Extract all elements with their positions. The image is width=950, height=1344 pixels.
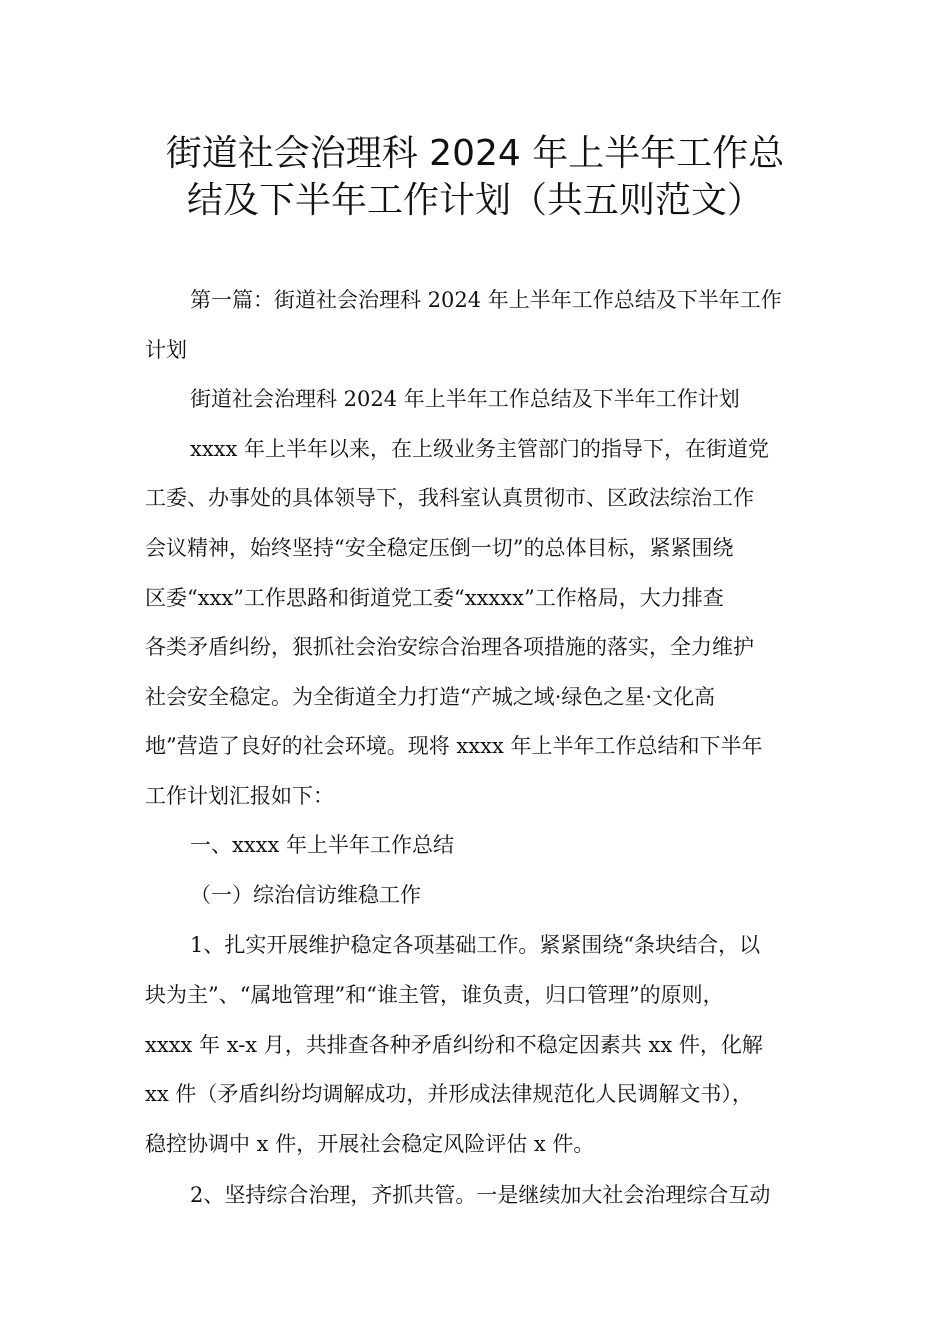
body-line: 块为主”、“属地管理”和“谁主管，谁负责，归口管理”的原则， (145, 983, 724, 1007)
section-heading: 一、xxxx 年上半年工作总结 (190, 833, 455, 857)
body-line: 区委“xxx”工作思路和街道党工委“xxxxx”工作格局，大力排查 (145, 586, 724, 610)
document-title-line-2: 结及下半年工作计划（共五则范文） (186, 180, 763, 221)
body-line: 工委、办事处的具体领导下，我科室认真贯彻市、区政法综治工作 (145, 486, 754, 510)
subsection-heading: （一）综治信访维稳工作 (190, 883, 421, 907)
body-line: 各类矛盾纠纷，狠抓社会治安综合治理各项措施的落实，全力维护 (145, 635, 754, 659)
body-line: 地”营造了良好的社会环境。现将 xxxx 年上半年工作总结和下半年 (145, 734, 763, 758)
body-line: 2、坚持综合治理，齐抓共管。一是继续加大社会治理综合互动 (190, 1183, 771, 1207)
body-line: xx 件（矛盾纠纷均调解成功，并形成法律规范化人民调解文书）， (145, 1082, 753, 1106)
body-line: 第一篇：街道社会治理科 2024 年上半年工作总结及下半年工作 (190, 288, 782, 312)
body-line: 会议精神，始终坚持“安全稳定压倒一切”的总体目标，紧紧围绕 (145, 536, 734, 560)
body-line: 街道社会治理科 2024 年上半年工作总结及下半年工作计划 (190, 387, 740, 411)
document-title-line-1: 街道社会治理科 2024 年上半年工作总 (165, 133, 785, 174)
body-line: 稳控协调中 x 件，开展社会稳定风险评估 x 件。 (145, 1132, 595, 1156)
body-line: 计划 (145, 338, 187, 362)
body-line: 1、扎实开展维护稳定各项基础工作。紧紧围绕“条块结合，以 (190, 933, 761, 957)
body-line: xxxx 年上半年以来，在上级业务主管部门的指导下，在街道党 (190, 437, 770, 461)
body-line: 社会安全稳定。为全街道全力打造“产城之域·绿色之星·文化高 (145, 685, 716, 709)
body-line: 工作计划汇报如下： (145, 784, 334, 808)
body-line: xxxx 年 x-x 月，共排查各种矛盾纠纷和不稳定因素共 xx 件，化解 (145, 1033, 763, 1057)
